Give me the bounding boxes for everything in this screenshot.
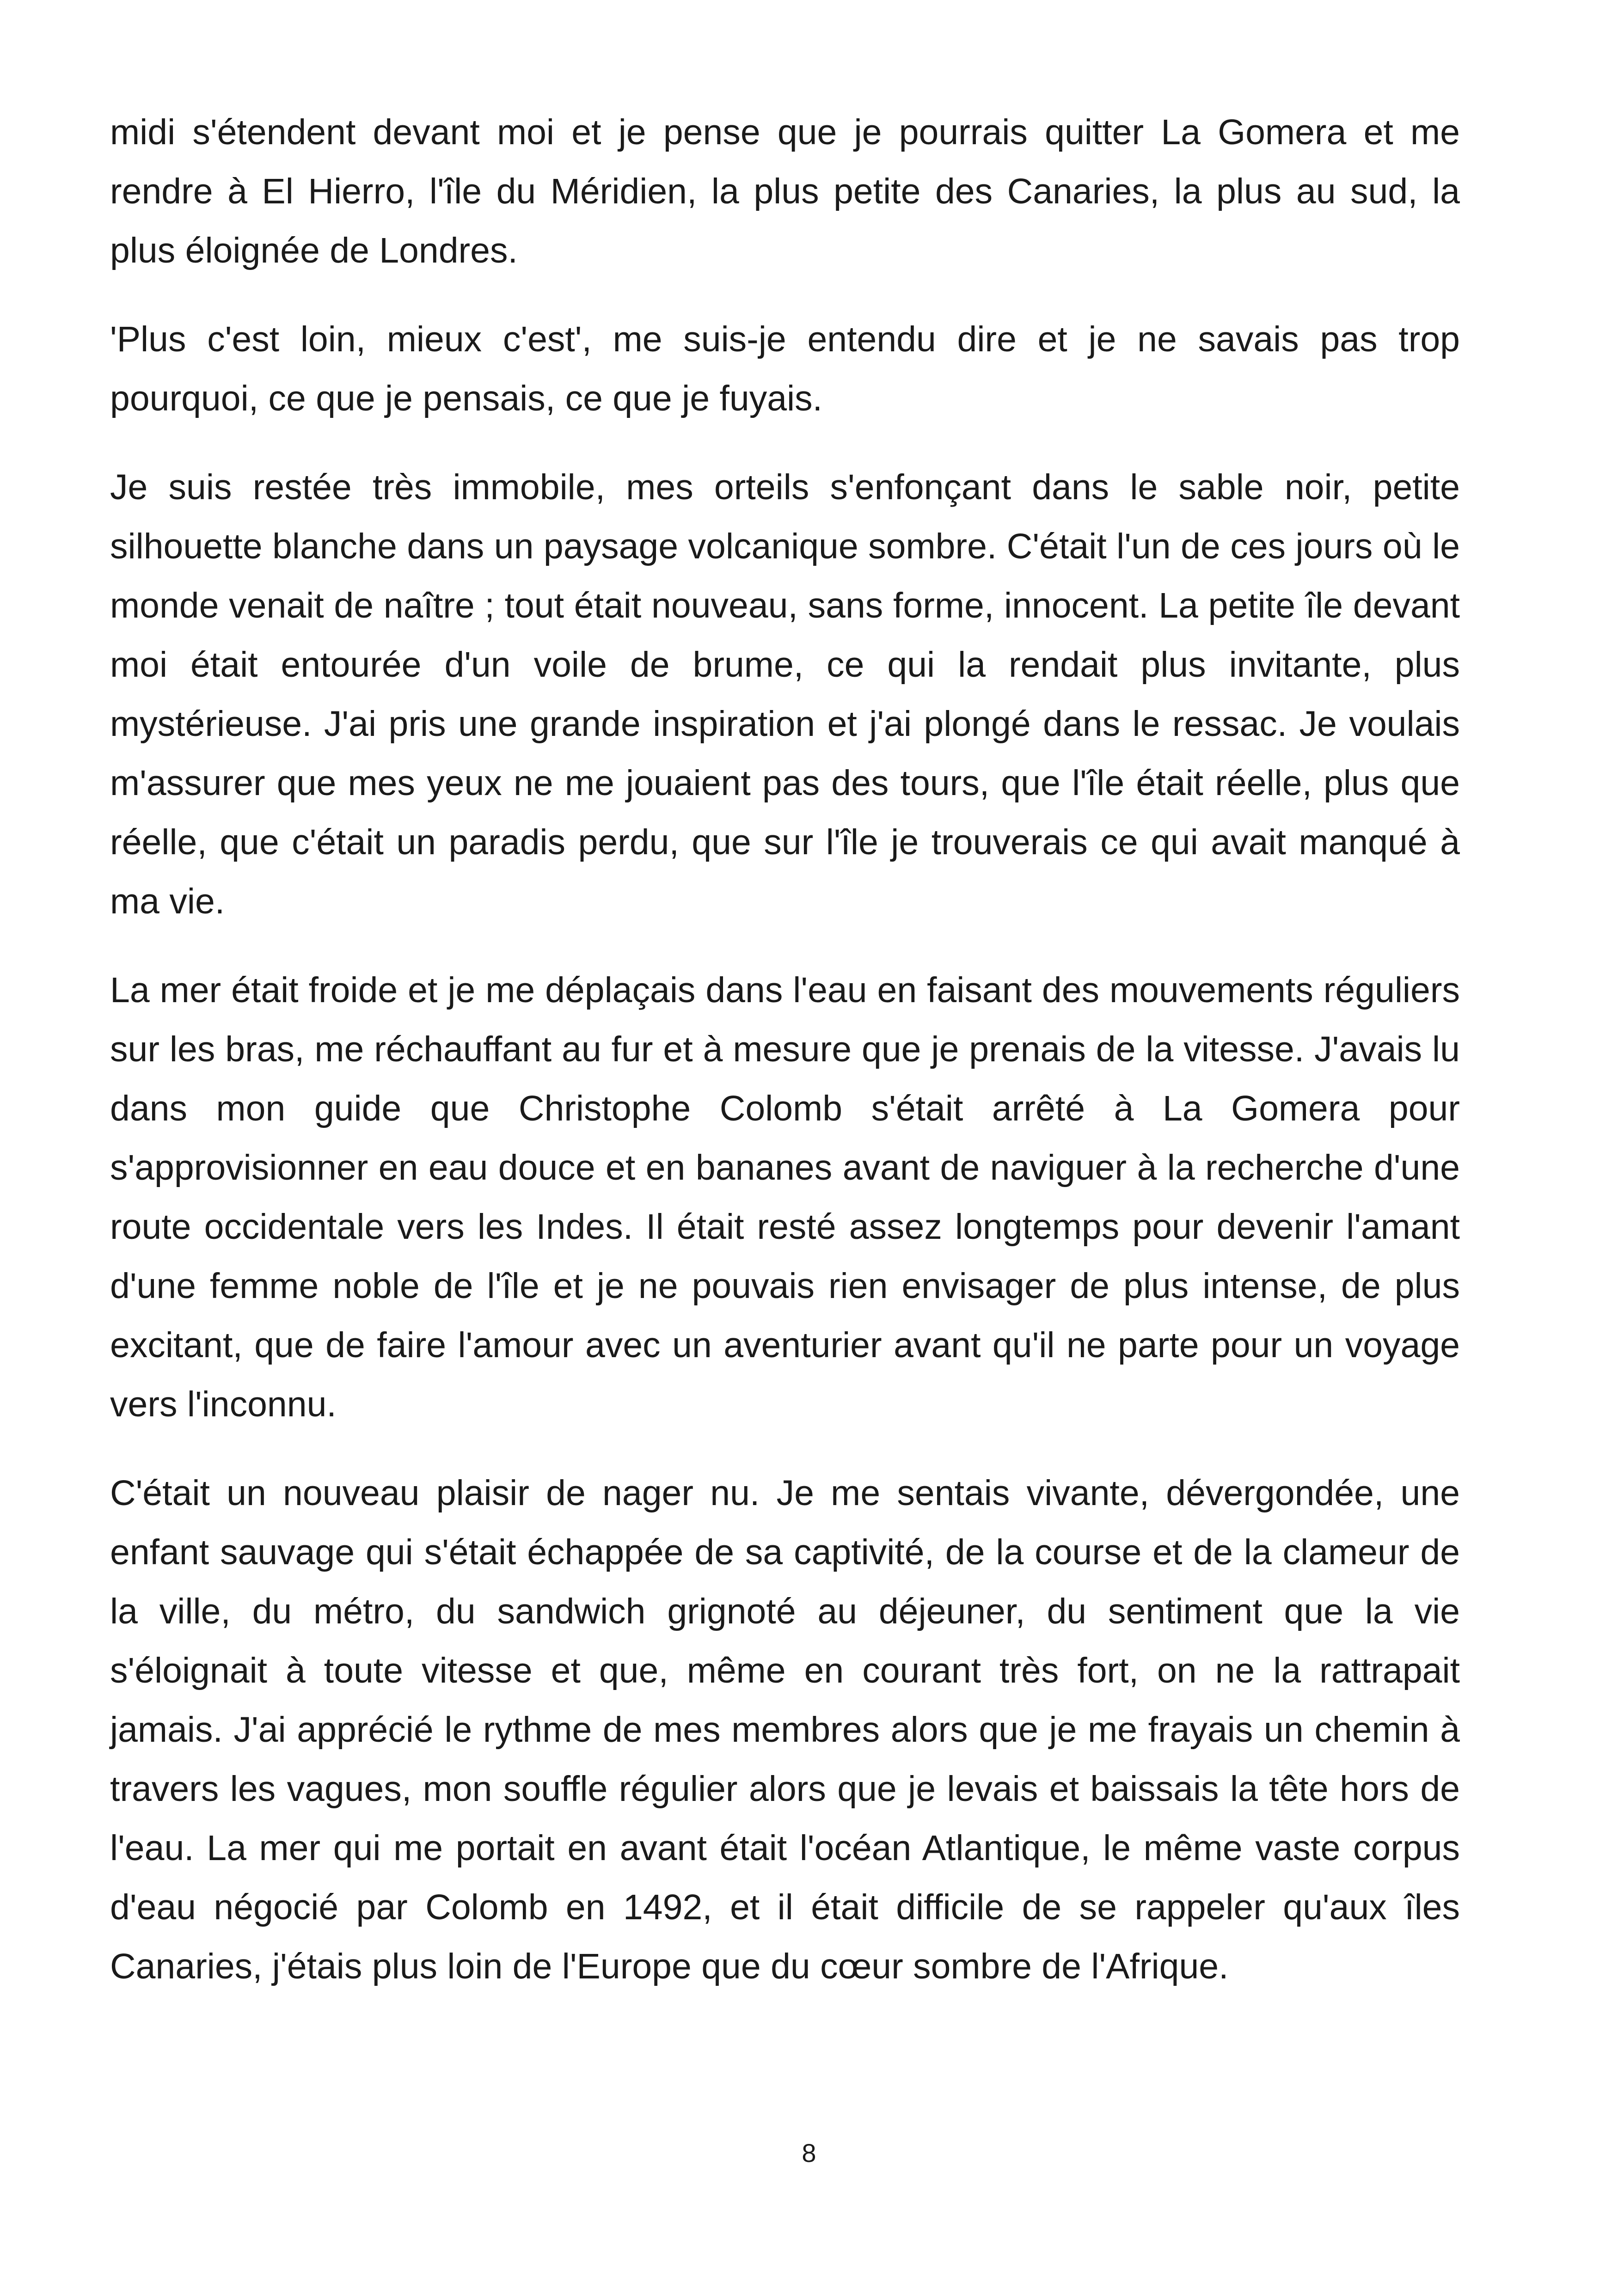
paragraph-1: midi s'étendent devant moi et je pense que je pourrais quitter La Gomera et me rendre à El Hierro, l'île du Méridien, la plus petite des Canaries, la plus au sud, la plus éloignée de Londres.: [110, 112, 1460, 270]
page-number: 8: [802, 2138, 816, 2167]
paragraph-5: C'était un nouveau plaisir de nager nu. Je me sentais vivante, dévergondée, une enfant sauvage qui s'était échappée de sa captivité, de la course et de la clameur de la ville, du métro, du sandwich grignoté au déjeuner, du sentiment que la vie s'éloignait à toute vitesse et que, même en courant très fort, on ne la rattrapait jamais. J'ai apprécié le rythme de mes membres alors que je me frayais un chemin à travers les vagues, mon souffle régulier alors que je levais et baissais la tête hors de l'eau. La mer qui me portait en avant était l'océan Atlantique, le même vaste corpus d'eau négocié par Colomb en 1492, et il était difficile de se rappeler qu'aux îles Canaries, j'étais plus loin de l'Europe que du cœur sombre de l'Afrique.: [110, 1473, 1460, 1986]
paragraph-2: 'Plus c'est loin, mieux c'est', me suis-je entendu dire et je ne savais pas trop pourquoi, ce que je pensais, ce que je fuyais.: [110, 319, 1460, 418]
body-text: [110, 103, 1460, 2026]
paragraph-3: Je suis restée très immobile, mes orteils s'enfonçant dans le sable noir, petite silhouette blanche dans un paysage volcanique sombre. C'était l'un de ces jours où le monde venait de naître ; tout était nouveau, sans forme, innocent. La petite île devant moi était entourée d'un voile de brume, ce qui la rendait plus invitante, plus mystérieuse. J'ai pris une grande inspiration et j'ai plongé dans le ressac. Je voulais m'assurer que mes yeux ne me jouaient pas des tours, que l'île était réelle, plus que réelle, que c'était un paradis perdu, que sur l'île je trouverais ce qui avait manqué à ma vie.: [110, 467, 1460, 921]
paragraph-4: La mer était froide et je me déplaçais dans l'eau en faisant des mouvements réguliers sur les bras, me réchauffant au fur et à mesure que je prenais de la vitesse. J'avais lu dans mon guide que Christophe Colomb s'était arrêté à La Gomera pour s'approvisionner en eau douce et en bananes avant de naviguer à la recherche d'une route occidentale vers les Indes. Il était resté assez longtemps pour devenir l'amant d'une femme noble de l'île et je ne pouvais rien envisager de plus intense, de plus excitant, que de faire l'amour avec un aventurier avant qu'il ne parte pour un voyage vers l'inconnu.: [110, 970, 1460, 1424]
